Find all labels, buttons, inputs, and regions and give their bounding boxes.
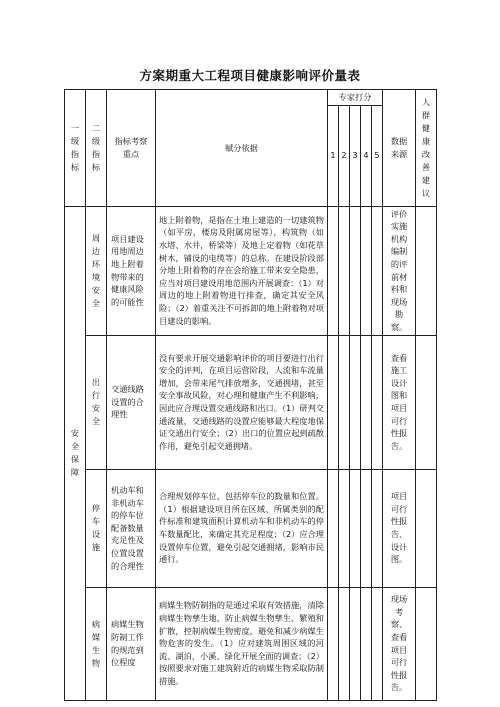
table-row	[65, 206, 437, 335]
row-level2: 停车设施	[86, 469, 107, 587]
evaluation-table	[64, 89, 437, 701]
row-source: 评价实施机构编制的评前材料和现场勘察。	[383, 206, 416, 335]
row-focus: 项目建设用地周边地上附着物带来的健康风险的可能性	[107, 206, 156, 335]
row-focus: 交通线路设置的合理性	[107, 335, 156, 469]
table-row	[65, 335, 437, 469]
score-cell[interactable]	[372, 587, 383, 700]
row-basis: 地上附着物，是指在土地上建造的一切建筑物（如平房，楼房及附属房屋等），构筑物（如水塔、水井，桥梁等）及地上定着物（如花草树木，铺设的电缆等）的总称。在建设阶段部分地上附着物的存在会给施工带来安全隐患，应当对项目建设用地范围内开展调查：（1）对周边的地上附着物进行排查，确定其安全风险；（2）着重关注不可拆卸的地上附着物对项目建设的影响。	[156, 206, 328, 335]
header-level2: 二级指标	[86, 90, 107, 207]
header-suggestion: 人群健康改善建议	[416, 90, 437, 207]
score-4: 4	[361, 105, 372, 206]
score-cell[interactable]	[328, 335, 339, 469]
suggestion-cell[interactable]	[416, 469, 437, 587]
score-cell[interactable]	[361, 469, 372, 587]
score-cell[interactable]	[328, 587, 339, 700]
score-5: 5	[372, 105, 383, 206]
score-cell[interactable]	[339, 587, 350, 700]
score-cell[interactable]	[339, 469, 350, 587]
row-focus: 机动车和非机动车的停车位配备数量充足性及位置设置的合理性	[107, 469, 156, 587]
header-basis: 赋分依据	[156, 90, 328, 207]
score-1: 1	[328, 105, 339, 206]
score-cell[interactable]	[372, 469, 383, 587]
row-basis: 没有要求开展交通影响评价的项目要进行出行安全的评判，在项目运营阶段，人流和车流量增加，会带来尾气排放增多，交通拥堵，甚至安全事故风险，对心理和健康产生不利影响，因此应合理设置交通线路和出口。（1）研判交通流量，交通线路的设置应能够最大程度地保证交通出行安全；（2）出口的位置应起到疏散作用，避免引起交通拥堵。	[156, 335, 328, 469]
row-basis: 病媒生物防制指的是通过采取有效措施，清除病媒生物孳生地，防止病媒生物孳生、繁殖和扩散，控制病媒生物密度，避免和减少病媒生物危害的发生。（1）应对建筑周围区域的河流、湖泊、小溪、绿化开展全面的调查；（2）按照要求对施工建筑附近的病媒生物采取防制措施。	[156, 587, 328, 700]
score-cell[interactable]	[350, 587, 361, 700]
suggestion-cell[interactable]	[416, 335, 437, 469]
group-safety: 安全保障	[65, 206, 86, 700]
row-level2: 病媒生物	[86, 587, 107, 700]
table-row	[65, 587, 437, 700]
score-3: 3	[350, 105, 361, 206]
score-cell[interactable]	[339, 335, 350, 469]
row-focus: 病媒生物防制工作的规范到位程度	[107, 587, 156, 700]
page-title: 方案期重大工程项目健康影响评价量表	[139, 68, 361, 83]
score-cell[interactable]	[372, 206, 383, 335]
score-cell[interactable]	[350, 335, 361, 469]
row-source: 查看施工设计图和项目可行性报告。	[383, 335, 416, 469]
score-cell[interactable]	[328, 469, 339, 587]
suggestion-cell[interactable]	[416, 206, 437, 335]
header-expert-score: 专家打分	[328, 90, 383, 106]
score-cell[interactable]	[372, 335, 383, 469]
score-cell[interactable]	[361, 206, 372, 335]
header-level1: 一级指标	[65, 90, 86, 207]
score-cell[interactable]	[350, 469, 361, 587]
row-level2: 周边环境安全	[86, 206, 107, 335]
header-source: 数据来源	[383, 90, 416, 207]
score-cell[interactable]	[328, 206, 339, 335]
row-source: 现场考察、查看项目可行性报告。	[383, 587, 416, 700]
row-level2: 出行安全	[86, 335, 107, 469]
row-source: 项目可行性报告、设计图。	[383, 469, 416, 587]
row-basis: 合理规划停车位，包括停车位的数量和位置。（1）根据建设项目所在区域、所属类别的配件标准和建筑面积计算机动车和非机动车的停车数量配比，来确定其充足程度；（2）应合理设置停车位置，避免引起交通拥堵，影响市民通行。	[156, 469, 328, 587]
suggestion-cell[interactable]	[416, 587, 437, 700]
score-cell[interactable]	[350, 206, 361, 335]
score-cell[interactable]	[339, 206, 350, 335]
score-2: 2	[339, 105, 350, 206]
header-indicator: 指标考察重点	[107, 90, 156, 207]
score-cell[interactable]	[361, 335, 372, 469]
table-row	[65, 469, 437, 587]
score-cell[interactable]	[361, 587, 372, 700]
